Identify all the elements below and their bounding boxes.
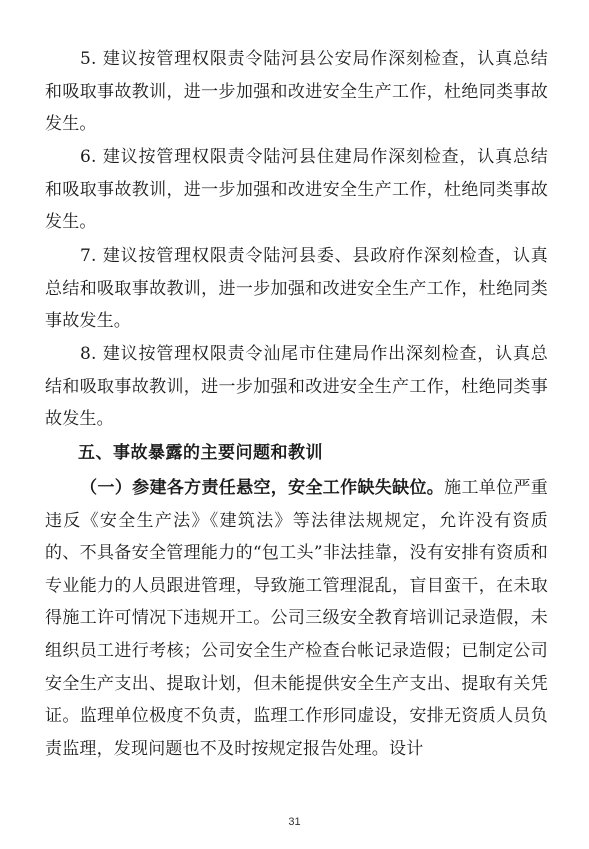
paragraph-text: 5. 建议按管理权限责令陆河县公安局作深刻检查，认真总结和吸取事故教训，进一步加强和改进安全生产工作，杜绝同类事故发生。 [45, 49, 548, 135]
page-number: 31 [288, 816, 301, 828]
paragraph-text: 6. 建议按管理权限责令陆河县住建局作深刻检查，认真总结和吸取事故教训，进一步加强和改进安全生产工作，杜绝同类事故发生。 [45, 147, 548, 233]
paragraph-item-5 [45, 43, 548, 141]
paragraph-text: 7. 建议按管理权限责令陆河县委、县政府作深刻检查，认真总结和吸取事故教训，进一步加强和改进安全生产工作，杜绝同类事故发生。 [45, 246, 548, 332]
paragraph-item-6 [45, 141, 548, 239]
subsection-body: 施工单位严重违反《安全生产法》《建筑法》等法律法规规定，允许没有资质的、不具备安全管理能力的“包工头”非法挂靠，没有安排有资质和专业能力的人员跟进管理，导致施工管理混乱，盲目蛮干，在未取得施工许可情况下违规开工。公司三级安全教育培训记录造假，未组织员工进行考核；公司安全生产检查台帐记录造假；已制定公司安全生产支出、提取计划，但未能提供安全生产支出、提取有关凭证。监理单位极度不负责，监理工作形同虚设，安排无资质人员负责监理，发现问题也不及时按规定报告处理。设计 [45, 478, 549, 759]
section-heading: 五、事故暴露的主要问题和教训 [78, 443, 323, 463]
subsection-paragraph [45, 472, 548, 765]
paragraph-text: 8. 建议按管理权限责令汕尾市住建局作出深刻检查，认真总结和吸取事故教训，进一步加强和改进安全生产工作，杜绝同类事故发生。 [45, 344, 548, 430]
paragraph-item-8 [45, 338, 548, 436]
subsection-title: （一）参建各方责任悬空，安全工作缺失缺位。 [80, 478, 445, 498]
paragraph-item-7 [45, 240, 548, 338]
